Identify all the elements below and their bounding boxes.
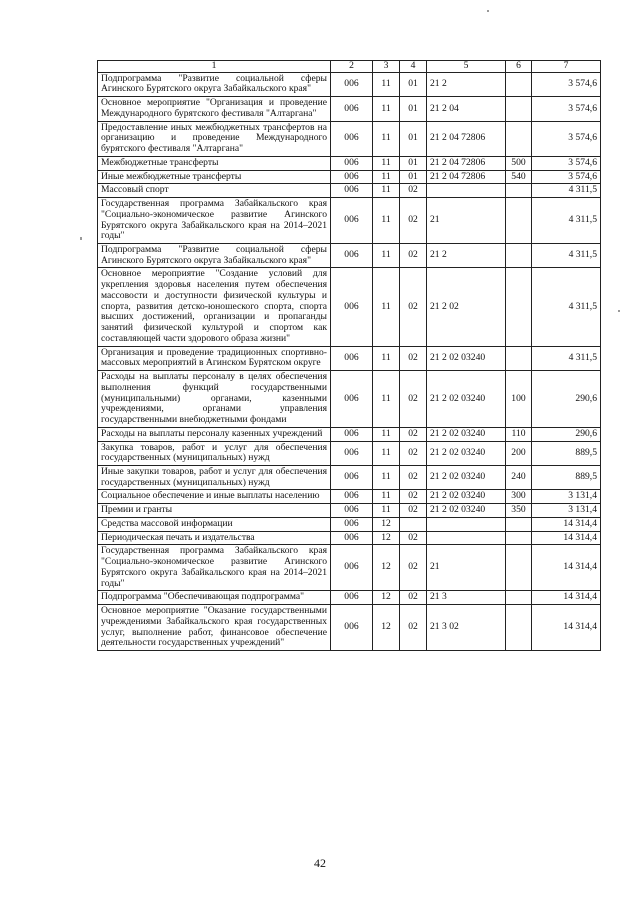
scan-speck: [487, 10, 489, 12]
cell-subsection-code: 02: [400, 504, 427, 518]
scan-speck: [80, 237, 82, 240]
column-header-2: 2: [331, 61, 373, 73]
cell-section-code: 11: [373, 346, 400, 370]
cell-amount: 14 314,4: [532, 545, 601, 591]
cell-target-article: [427, 531, 506, 545]
cell-amount: 3 574,6: [532, 97, 601, 121]
cell-subsection-code: 02: [400, 591, 427, 605]
cell-department-code: 006: [331, 346, 373, 370]
cell-subsection-code: 01: [400, 97, 427, 121]
cell-name: Государственная программа Забайкальского края "Социально-экономическое развитие Агинского Бурятского округа Забайкальского края на 2014–2021 годы": [98, 198, 331, 244]
cell-name: Иные межбюджетные трансферты: [98, 170, 331, 184]
cell-target-article: 21 2 04 72806: [427, 170, 506, 184]
table-row: [98, 517, 601, 531]
cell-department-code: 006: [331, 121, 373, 156]
cell-amount: 3 131,4: [532, 490, 601, 504]
cell-amount: 3 574,6: [532, 72, 601, 96]
page-number: 42: [314, 856, 326, 870]
table-row: [98, 490, 601, 504]
cell-department-code: 006: [331, 427, 373, 441]
cell-subsection-code: [400, 517, 427, 531]
cell-subsection-code: 01: [400, 170, 427, 184]
cell-department-code: 006: [331, 545, 373, 591]
cell-department-code: 006: [331, 517, 373, 531]
table-row: [98, 427, 601, 441]
cell-target-article: 21 3: [427, 591, 506, 605]
cell-name: Средства массовой информации: [98, 517, 331, 531]
cell-amount: 4 311,5: [532, 184, 601, 198]
cell-department-code: 006: [331, 504, 373, 518]
cell-target-article: 21 2 02: [427, 268, 506, 346]
cell-subsection-code: 02: [400, 465, 427, 489]
column-header-4: 4: [400, 61, 427, 73]
table-row: [98, 244, 601, 268]
cell-name: Основное мероприятие "Оказание государственными учреждениями Забайкальского края государственных услуг, выполнение работ, финансовое обеспечение деятельности государственных учреждений": [98, 605, 331, 651]
column-header-3: 3: [373, 61, 400, 73]
cell-expense-type: 350: [506, 504, 532, 518]
cell-expense-type: 100: [506, 371, 532, 428]
cell-section-code: 11: [373, 121, 400, 156]
cell-subsection-code: 01: [400, 72, 427, 96]
cell-department-code: 006: [331, 591, 373, 605]
table-row: [98, 156, 601, 170]
cell-subsection-code: 02: [400, 371, 427, 428]
cell-target-article: 21 2: [427, 72, 506, 96]
table-header-row: [98, 61, 601, 73]
cell-subsection-code: 02: [400, 441, 427, 465]
cell-subsection-code: 01: [400, 121, 427, 156]
cell-expense-type: [506, 531, 532, 545]
cell-amount: 889,5: [532, 441, 601, 465]
cell-section-code: 11: [373, 371, 400, 428]
cell-expense-type: [506, 121, 532, 156]
table-row: [98, 371, 601, 428]
cell-expense-type: [506, 97, 532, 121]
cell-expense-type: [506, 198, 532, 244]
cell-amount: 3 574,6: [532, 170, 601, 184]
cell-department-code: 006: [331, 170, 373, 184]
cell-target-article: 21 2 02 03240: [427, 346, 506, 370]
cell-amount: 4 311,5: [532, 346, 601, 370]
cell-department-code: 006: [331, 97, 373, 121]
cell-section-code: 11: [373, 465, 400, 489]
table-row: [98, 605, 601, 651]
cell-section-code: 11: [373, 427, 400, 441]
scan-speck: [618, 310, 620, 312]
cell-section-code: 11: [373, 156, 400, 170]
cell-department-code: 006: [331, 465, 373, 489]
cell-department-code: 006: [331, 371, 373, 428]
cell-subsection-code: 02: [400, 346, 427, 370]
cell-expense-type: [506, 268, 532, 346]
cell-amount: 14 314,4: [532, 517, 601, 531]
cell-amount: 3 574,6: [532, 156, 601, 170]
cell-target-article: 21 2 04 72806: [427, 121, 506, 156]
cell-expense-type: [506, 72, 532, 96]
cell-expense-type: 540: [506, 170, 532, 184]
cell-subsection-code: 02: [400, 490, 427, 504]
cell-target-article: 21 2 02 03240: [427, 441, 506, 465]
budget-table-container: [97, 60, 600, 651]
column-header-5: 5: [427, 61, 506, 73]
table-row: [98, 121, 601, 156]
cell-amount: 4 311,5: [532, 198, 601, 244]
cell-department-code: 006: [331, 490, 373, 504]
cell-name: Иные закупки товаров, работ и услуг для обеспечения государственных (муниципальных) нужд: [98, 465, 331, 489]
cell-expense-type: 500: [506, 156, 532, 170]
cell-expense-type: 240: [506, 465, 532, 489]
column-header-1: 1: [98, 61, 331, 73]
column-header-6: 6: [506, 61, 532, 73]
table-row: [98, 346, 601, 370]
cell-subsection-code: 02: [400, 184, 427, 198]
cell-section-code: 11: [373, 504, 400, 518]
cell-amount: 3 131,4: [532, 504, 601, 518]
cell-target-article: 21: [427, 198, 506, 244]
cell-subsection-code: 02: [400, 531, 427, 545]
cell-section-code: 11: [373, 441, 400, 465]
cell-section-code: 11: [373, 97, 400, 121]
table-body: [98, 72, 601, 650]
table-row: [98, 184, 601, 198]
cell-name: Подпрограмма "Развитие социальной сферы Агинского Бурятского округа Забайкальского края": [98, 244, 331, 268]
cell-subsection-code: 02: [400, 605, 427, 651]
cell-name: Основное мероприятие "Организация и проведение Международного бурятского фестиваля "Алтаргана": [98, 97, 331, 121]
cell-subsection-code: 02: [400, 244, 427, 268]
cell-amount: 3 574,6: [532, 121, 601, 156]
cell-name: Премии и гранты: [98, 504, 331, 518]
cell-name: Закупка товаров, работ и услуг для обеспечения государственных (муниципальных) нужд: [98, 441, 331, 465]
cell-name: Межбюджетные трансферты: [98, 156, 331, 170]
table-row: [98, 268, 601, 346]
cell-amount: 14 314,4: [532, 531, 601, 545]
table-row: [98, 170, 601, 184]
cell-expense-type: [506, 184, 532, 198]
cell-expense-type: [506, 346, 532, 370]
cell-target-article: 21 2 02 03240: [427, 427, 506, 441]
cell-amount: 14 314,4: [532, 591, 601, 605]
cell-department-code: 006: [331, 441, 373, 465]
cell-expense-type: [506, 545, 532, 591]
cell-amount: 4 311,5: [532, 244, 601, 268]
table-row: [98, 465, 601, 489]
cell-expense-type: [506, 591, 532, 605]
cell-section-code: 11: [373, 490, 400, 504]
cell-target-article: 21 2: [427, 244, 506, 268]
cell-name: Подпрограмма "Развитие социальной сферы Агинского Бурятского округа Забайкальского края": [98, 72, 331, 96]
cell-subsection-code: 02: [400, 427, 427, 441]
cell-department-code: 006: [331, 198, 373, 244]
cell-department-code: 006: [331, 156, 373, 170]
cell-section-code: 11: [373, 184, 400, 198]
table-row: [98, 531, 601, 545]
cell-target-article: 21: [427, 545, 506, 591]
cell-target-article: 21 2 02 03240: [427, 465, 506, 489]
cell-subsection-code: 01: [400, 156, 427, 170]
column-header-7: 7: [532, 61, 601, 73]
cell-target-article: 21 2 02 03240: [427, 371, 506, 428]
cell-section-code: 12: [373, 531, 400, 545]
cell-section-code: 12: [373, 605, 400, 651]
cell-expense-type: 200: [506, 441, 532, 465]
table-row: [98, 198, 601, 244]
cell-name: Государственная программа Забайкальского края "Социально-экономическое развитие Агинского Бурятского округа Забайкальского края на 2014–2021 годы": [98, 545, 331, 591]
cell-section-code: 11: [373, 198, 400, 244]
cell-name: Основное мероприятие "Создание условий для укрепления здоровья населения путем обеспечения массовости и доступности физической культуры и спорта, развития детско-юношеского спорта, спорта высших достижений, организации и пропаганды занятий физической культурой и спортом как составляющей части здорового образа жизни": [98, 268, 331, 346]
cell-target-article: [427, 184, 506, 198]
cell-department-code: 006: [331, 531, 373, 545]
cell-target-article: 21 2 04 72806: [427, 156, 506, 170]
cell-section-code: 11: [373, 72, 400, 96]
cell-amount: 290,6: [532, 371, 601, 428]
cell-section-code: 12: [373, 517, 400, 531]
cell-subsection-code: 02: [400, 268, 427, 346]
cell-expense-type: 300: [506, 490, 532, 504]
cell-name: Организация и проведение традиционных спортивно-массовых мероприятий в Агинском Бурятском округе: [98, 346, 331, 370]
cell-department-code: 006: [331, 244, 373, 268]
table-row: [98, 591, 601, 605]
cell-amount: 14 314,4: [532, 605, 601, 651]
cell-expense-type: [506, 244, 532, 268]
cell-target-article: 21 3 02: [427, 605, 506, 651]
table-row: [98, 545, 601, 591]
cell-amount: 290,6: [532, 427, 601, 441]
cell-section-code: 12: [373, 591, 400, 605]
cell-department-code: 006: [331, 72, 373, 96]
cell-department-code: 006: [331, 605, 373, 651]
cell-section-code: 12: [373, 545, 400, 591]
cell-subsection-code: 02: [400, 545, 427, 591]
cell-section-code: 11: [373, 170, 400, 184]
cell-department-code: 006: [331, 268, 373, 346]
cell-name: Массовый спорт: [98, 184, 331, 198]
cell-target-article: 21 2 02 03240: [427, 504, 506, 518]
cell-amount: 889,5: [532, 465, 601, 489]
cell-name: Расходы на выплаты персоналу в целях обеспечения выполнения функций государственными (муниципальными) органами, казенными учреждениями, органами управления государственными внебюджетными фондами: [98, 371, 331, 428]
cell-expense-type: [506, 605, 532, 651]
cell-section-code: 11: [373, 244, 400, 268]
cell-subsection-code: 02: [400, 198, 427, 244]
cell-name: Предоставление иных межбюджетных трансфертов на организацию и проведение Международного бурятского фестиваля "Алтаргана": [98, 121, 331, 156]
cell-target-article: [427, 517, 506, 531]
cell-section-code: 11: [373, 268, 400, 346]
budget-table: [97, 60, 601, 651]
table-row: [98, 97, 601, 121]
cell-name: Социальное обеспечение и иные выплаты населению: [98, 490, 331, 504]
cell-name: Периодическая печать и издательства: [98, 531, 331, 545]
table-row: [98, 72, 601, 96]
cell-name: Расходы на выплаты персоналу казенных учреждений: [98, 427, 331, 441]
cell-target-article: 21 2 02 03240: [427, 490, 506, 504]
cell-expense-type: 110: [506, 427, 532, 441]
table-row: [98, 504, 601, 518]
cell-expense-type: [506, 517, 532, 531]
cell-target-article: 21 2 04: [427, 97, 506, 121]
table-row: [98, 441, 601, 465]
cell-name: Подпрограмма "Обеспечивающая подпрограмма": [98, 591, 331, 605]
cell-amount: 4 311,5: [532, 268, 601, 346]
cell-department-code: 006: [331, 184, 373, 198]
